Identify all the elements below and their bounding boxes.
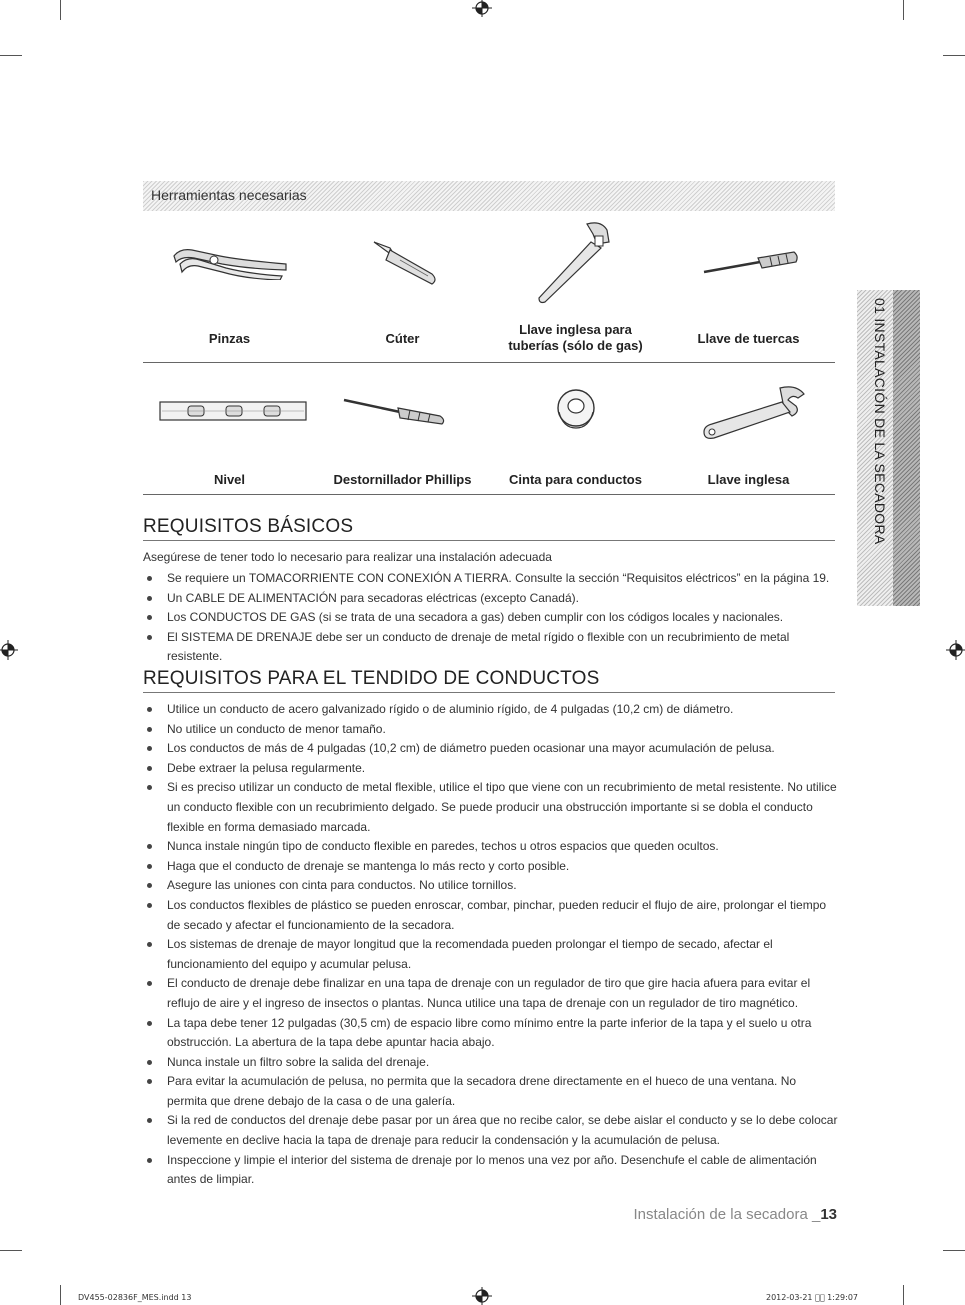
phillips-screwdriver-icon [340, 394, 450, 428]
pliers-icon [170, 242, 290, 280]
list-item: Si la red de conductos del drenaje debe pasar por un área que no recibe calor, se debe aislar el conducto y se lo debe colocar levemente en declive hacia la tapa de drenaje para reducir la condensación y la acumulación de pelusa. [143, 1111, 838, 1150]
page-footer [634, 1206, 837, 1223]
crop-mark [0, 55, 22, 56]
list-item: La tapa debe tener 12 pulgadas (30,5 cm) de espacio libre como mínimo entre la parte inferior de la tapa y el suelo u otra obstrucción. La abertura de la tapa debe apuntar hacia abajo. [143, 1014, 838, 1053]
list-item: Se requiere un TOMACORRIENTE CON CONEXIÓN A TIERRA. Consulte la sección “Requisitos eléctricos” en la página 19. [143, 569, 838, 589]
crop-mark [903, 0, 904, 20]
list-item: Para evitar la acumulación de pelusa, no permita que la secadora drene directamente en el hueco de una ventana. No permita que drene debajo de la casa o de una galería. [143, 1072, 838, 1111]
level-icon [158, 398, 308, 424]
list-item: Debe extraer la pelusa regularmente. [143, 759, 838, 779]
crop-mark [943, 1250, 965, 1251]
utility-knife-icon [370, 238, 440, 286]
list-item: Asegure las uniones con cinta para conductos. No utilice tornillos. [143, 876, 838, 896]
chapter-side-tab-label: 01 INSTALACIÓN DE LA SECADORA [872, 298, 888, 545]
crop-mark [943, 55, 965, 56]
registration-mark-icon [0, 638, 20, 662]
ducting-requirements-list [143, 700, 838, 1190]
tool-destornillador [316, 472, 489, 488]
print-slug-date: 2012-03-21 ￿￿ 1:29:07 [766, 1293, 859, 1302]
tool-label: Llave inglesa [707, 472, 790, 487]
list-item: Un CABLE DE ALIMENTACIÓN para secadoras eléctricas (excepto Canadá). [143, 589, 838, 609]
crop-mark [60, 1285, 61, 1305]
crop-mark [60, 0, 61, 20]
heading-basic-requirements: REQUISITOS BÁSICOS [143, 516, 835, 541]
list-item: Inspeccione y limpie el interior del sistema de drenaje por lo menos una vez por año. Desenchufe el cable de alimentación antes de limpiar. [143, 1151, 838, 1190]
list-item: Los conductos flexibles de plástico se pueden enroscar, combar, pinchar, pueden reducir el flujo de aire, prolongar el tiempo de secado y afectar el funcionamiento de la secadora. [143, 896, 838, 935]
basic-requirements-list [143, 569, 838, 667]
tool-pinzas [143, 331, 316, 347]
tool-llave-tuberias [489, 322, 662, 354]
tool-label: Llave inglesa para tuberías (sólo de gas) [508, 322, 643, 353]
adjustable-wrench-icon [700, 382, 810, 442]
nut-driver-icon [700, 248, 800, 278]
tool-cuter [316, 331, 489, 347]
list-item: Si es preciso utilizar un conducto de metal flexible, utilice el tipo que viene con un recubrimiento de metal resistente. No utilice un conducto flexible con un recubrimiento delgado. Se puede producir una obstrucción importante si se dobla el conducto flexible en forma demasiado marcada. [143, 778, 838, 837]
tool-cinta [489, 472, 662, 488]
registration-mark-icon [944, 638, 965, 662]
tool-label: Nivel [213, 472, 246, 487]
tool-llave-tuercas [662, 331, 835, 347]
list-item: Nunca instale ningún tipo de conducto flexible en paredes, techos u otros espacios que queden ocultos. [143, 837, 838, 857]
tool-label: Pinzas [208, 331, 251, 346]
registration-mark-icon [470, 0, 494, 18]
print-slug-file: DV455-02836F_MES.indd 13 [78, 1293, 192, 1302]
page-number: 13 [820, 1206, 837, 1223]
section-banner [143, 181, 835, 211]
list-item: El SISTEMA DE DRENAJE debe ser un conducto de drenaje de metal rígido o flexible con un recubrimiento de metal resistente. [143, 628, 838, 667]
list-item: Haga que el conducto de drenaje se mantenga lo más recto y corto posible. [143, 857, 838, 877]
list-item: Los sistemas de drenaje de mayor longitud que la recomendada pueden prolongar el tiempo de secado, afectar el funcionamiento del equipo y acumular pelusa. [143, 935, 838, 974]
crop-mark [0, 1250, 22, 1251]
chapter-side-tab-accent [893, 290, 920, 606]
list-item: Utilice un conducto de acero galvanizado rígido o de aluminio rígido, de 4 pulgadas (10,2 cm) de diámetro. [143, 700, 838, 720]
footer-section-title: Instalación de la secadora _ [633, 1206, 821, 1223]
tool-label: Destornillador Phillips [333, 472, 472, 487]
tool-label: Cúter [385, 331, 420, 346]
tool-llave-inglesa [662, 472, 835, 488]
duct-tape-icon [553, 386, 599, 432]
registration-mark-icon [470, 1286, 494, 1305]
list-item: El conducto de drenaje debe finalizar en una tapa de drenaje con un regulador de tiro que gire hacia afuera para evitar el reflujo de aire y el ingreso de insectos o plantas. Nunca utilice una tapa de drenaje con un regulador de tiro magnético. [143, 974, 838, 1013]
pipe-wrench-icon [535, 218, 615, 308]
banner-title: Herramientas necesarias [151, 187, 307, 203]
list-item: Los conductos de más de 4 pulgadas (10,2 cm) de diámetro pueden ocasionar una mayor acumulación de pelusa. [143, 739, 838, 759]
basic-intro: Asegúrese de tener todo lo necesario para realizar una instalación adecuada [143, 550, 552, 564]
heading-ducting-requirements: REQUISITOS PARA EL TENDIDO DE CONDUCTOS [143, 668, 835, 693]
tool-label: Llave de tuercas [697, 331, 800, 346]
tool-label: Cinta para conductos [509, 472, 642, 487]
tool-nivel [143, 472, 316, 488]
list-item: Nunca instale un filtro sobre la salida del drenaje. [143, 1053, 838, 1073]
list-item: No utilice un conducto de menor tamaño. [143, 720, 838, 740]
list-item: Los CONDUCTOS DE GAS (si se trata de una secadora a gas) deben cumplir con los códigos locales y nacionales. [143, 608, 838, 628]
crop-mark [903, 1285, 904, 1305]
